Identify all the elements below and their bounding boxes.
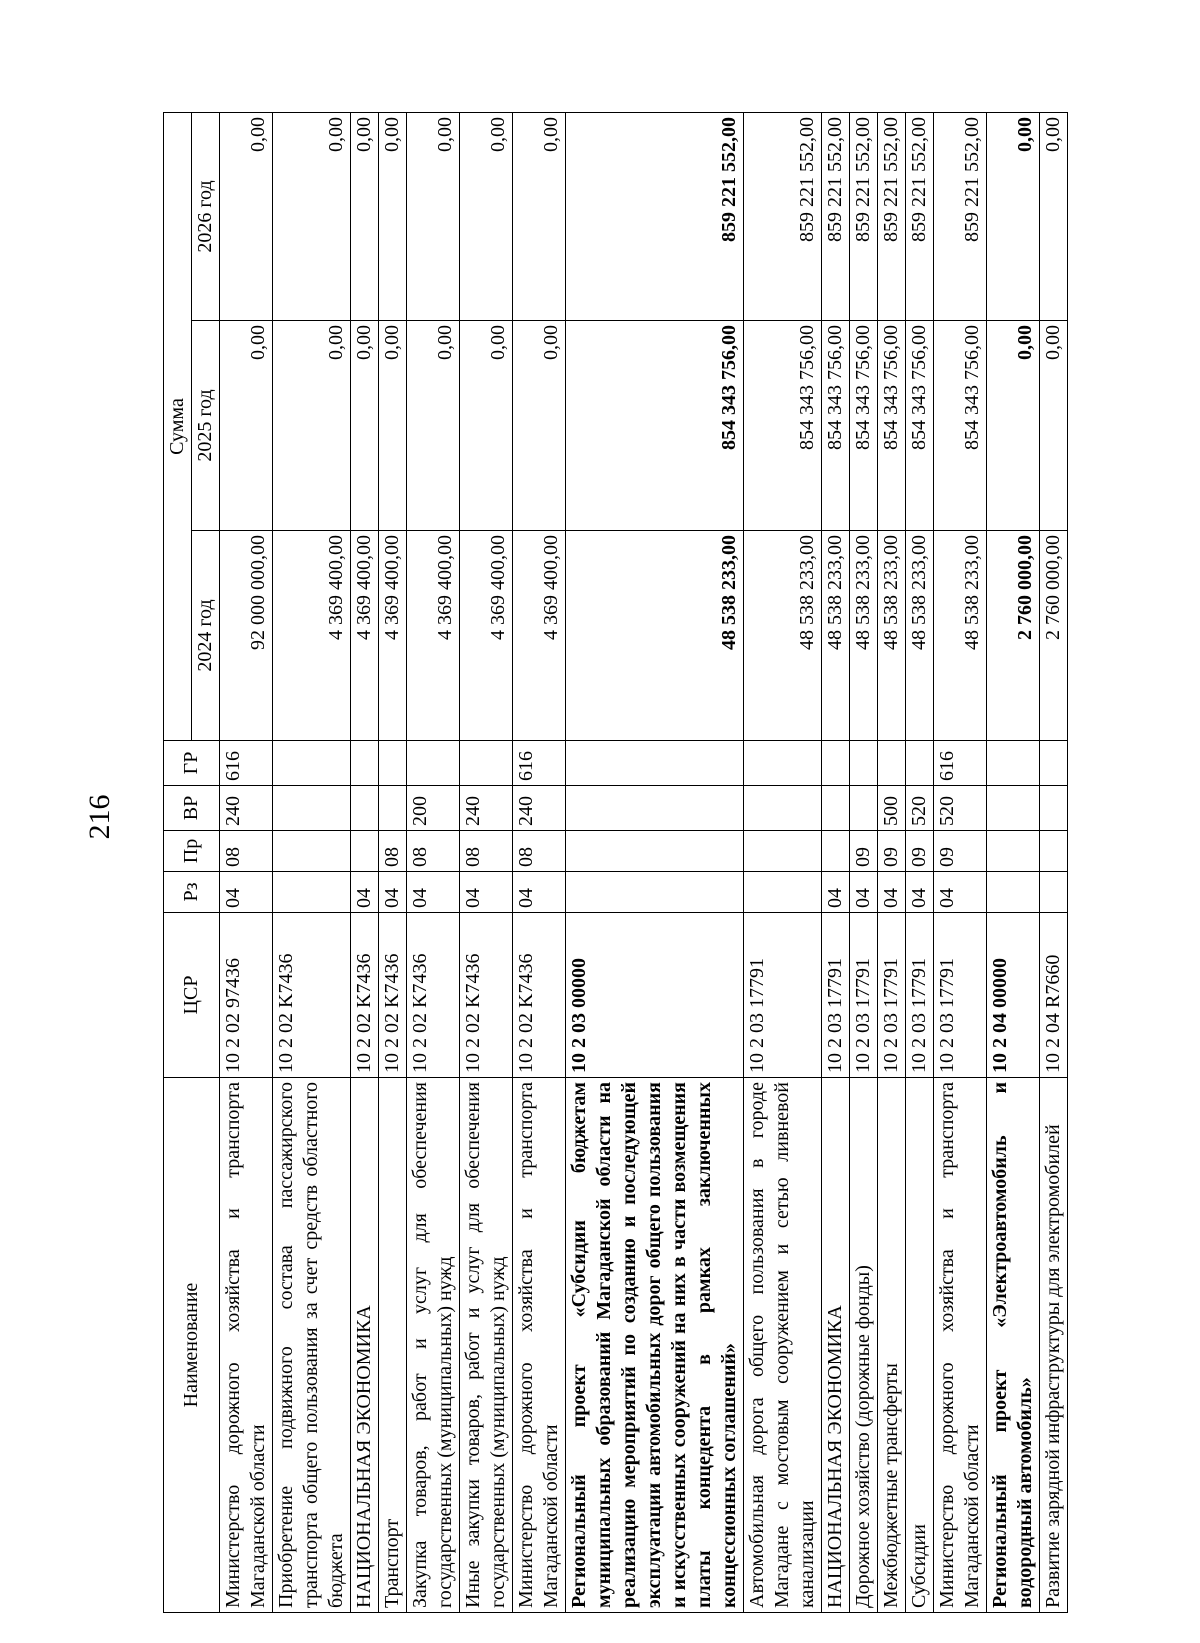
cell-2025: 0,00 bbox=[1040, 321, 1068, 531]
cell-2024: 48 538 233,00 bbox=[878, 531, 906, 741]
cell-2026: 0,00 bbox=[1040, 112, 1068, 320]
cell-2025: 0,00 bbox=[379, 321, 407, 531]
cell-2024: 48 538 233,00 bbox=[822, 531, 850, 741]
cell-name: Транспорт bbox=[379, 1078, 407, 1613]
cell-rz: 04 bbox=[220, 872, 273, 913]
cell-2025: 854 343 756,00 bbox=[878, 321, 906, 531]
cell-name: Закупка товаров, работ и услуг для обеспечения государственных (муниципальных) нужд bbox=[407, 1078, 460, 1613]
cell-gr: 616 bbox=[220, 741, 273, 786]
table-row bbox=[220, 112, 273, 1612]
cell-csr: 10 2 03 17791 bbox=[744, 913, 822, 1078]
cell-vr: 240 bbox=[460, 786, 513, 831]
cell-pr: 09 bbox=[934, 831, 987, 872]
cell-name: Министерство дорожного хозяйства и транспорта Магаданской области bbox=[934, 1078, 987, 1613]
cell-vr bbox=[987, 786, 1040, 831]
table-row bbox=[987, 112, 1040, 1612]
cell-rz bbox=[987, 872, 1040, 913]
cell-vr bbox=[744, 786, 822, 831]
cell-gr bbox=[460, 741, 513, 786]
cell-2024: 4 369 400,00 bbox=[460, 531, 513, 741]
cell-pr: 08 bbox=[460, 831, 513, 872]
cell-rz bbox=[566, 872, 744, 913]
cell-csr: 10 2 02 K7436 bbox=[379, 913, 407, 1078]
table-row bbox=[379, 112, 407, 1612]
cell-2025: 0,00 bbox=[460, 321, 513, 531]
cell-rz: 04 bbox=[822, 872, 850, 913]
cell-name: Дорожное хозяйство (дорожные фонды) bbox=[850, 1078, 878, 1613]
cell-2025: 854 343 756,00 bbox=[934, 321, 987, 531]
cell-gr bbox=[407, 741, 460, 786]
cell-2024: 4 369 400,00 bbox=[273, 531, 351, 741]
cell-csr: 10 2 03 17791 bbox=[934, 913, 987, 1078]
header-2024: 2024 год bbox=[192, 531, 220, 741]
table-row bbox=[460, 112, 513, 1612]
cell-gr bbox=[351, 741, 379, 786]
cell-pr: 08 bbox=[407, 831, 460, 872]
cell-name: Региональный проект «Электроавтомобиль и водородный автомобиль» bbox=[987, 1078, 1040, 1613]
table-row bbox=[513, 112, 566, 1612]
cell-2024: 4 369 400,00 bbox=[407, 531, 460, 741]
cell-2024: 48 538 233,00 bbox=[934, 531, 987, 741]
cell-2025: 0,00 bbox=[351, 321, 379, 531]
cell-vr bbox=[1040, 786, 1068, 831]
cell-csr: 10 2 03 17791 bbox=[878, 913, 906, 1078]
header-rz: Рз bbox=[164, 872, 220, 913]
cell-rz: 04 bbox=[460, 872, 513, 913]
table-row bbox=[407, 112, 460, 1612]
cell-name: Субсидии bbox=[906, 1078, 934, 1613]
cell-2024: 4 369 400,00 bbox=[513, 531, 566, 741]
cell-2026: 859 221 552,00 bbox=[566, 112, 744, 320]
cell-pr: 08 bbox=[513, 831, 566, 872]
cell-pr bbox=[1040, 831, 1068, 872]
cell-2025: 854 343 756,00 bbox=[822, 321, 850, 531]
cell-gr bbox=[822, 741, 850, 786]
cell-2025: 0,00 bbox=[987, 321, 1040, 531]
cell-csr: 10 2 02 K7436 bbox=[273, 913, 351, 1078]
header-2026: 2026 год bbox=[192, 112, 220, 320]
cell-rz bbox=[1040, 872, 1068, 913]
cell-gr bbox=[850, 741, 878, 786]
cell-name: НАЦИОНАЛЬНАЯ ЭКОНОМИКА bbox=[351, 1078, 379, 1613]
cell-csr: 10 2 02 K7436 bbox=[513, 913, 566, 1078]
cell-2024: 48 538 233,00 bbox=[906, 531, 934, 741]
cell-2025: 0,00 bbox=[273, 321, 351, 531]
cell-vr bbox=[351, 786, 379, 831]
cell-gr bbox=[273, 741, 351, 786]
cell-vr: 520 bbox=[906, 786, 934, 831]
cell-name: Межбюджетные трансферты bbox=[878, 1078, 906, 1613]
cell-2026: 0,00 bbox=[513, 112, 566, 320]
cell-2025: 0,00 bbox=[513, 321, 566, 531]
cell-2025: 854 343 756,00 bbox=[850, 321, 878, 531]
cell-csr: 10 2 04 R7660 bbox=[1040, 913, 1068, 1078]
cell-pr: 09 bbox=[850, 831, 878, 872]
cell-csr: 10 2 03 17791 bbox=[822, 913, 850, 1078]
cell-csr: 10 2 03 17791 bbox=[906, 913, 934, 1078]
cell-vr: 520 bbox=[934, 786, 987, 831]
cell-name: Министерство дорожного хозяйства и транспорта Магаданской области bbox=[513, 1078, 566, 1613]
cell-pr bbox=[987, 831, 1040, 872]
cell-name: Развитие зарядной инфраструктуры для электромобилей bbox=[1040, 1078, 1068, 1613]
cell-vr bbox=[822, 786, 850, 831]
cell-2026: 859 221 552,00 bbox=[906, 112, 934, 320]
cell-gr bbox=[379, 741, 407, 786]
table-row bbox=[850, 112, 878, 1612]
cell-csr: 10 2 02 97436 bbox=[220, 913, 273, 1078]
cell-2025: 0,00 bbox=[220, 321, 273, 531]
cell-csr: 10 2 02 K7436 bbox=[460, 913, 513, 1078]
cell-vr: 500 bbox=[878, 786, 906, 831]
cell-2026: 859 221 552,00 bbox=[850, 112, 878, 320]
cell-pr bbox=[744, 831, 822, 872]
table-row bbox=[273, 112, 351, 1612]
cell-pr bbox=[566, 831, 744, 872]
cell-vr bbox=[850, 786, 878, 831]
cell-vr bbox=[379, 786, 407, 831]
cell-2026: 0,00 bbox=[379, 112, 407, 320]
budget-table bbox=[163, 112, 1068, 1613]
cell-gr bbox=[878, 741, 906, 786]
cell-name: Региональный проект «Субсидии бюджетам муниципальных образований Магаданской области на реализацию мероприятий по созданию и последующей эксплуатации автомобильных дорог общего пользования и искусственных сооружений на них в части возмещения платы концедента в рамках заключенных концессионных соглашений» bbox=[566, 1078, 744, 1613]
table-row bbox=[1040, 112, 1068, 1612]
cell-2026: 859 221 552,00 bbox=[822, 112, 850, 320]
header-gr: ГР bbox=[164, 741, 220, 786]
cell-gr bbox=[987, 741, 1040, 786]
cell-2026: 859 221 552,00 bbox=[934, 112, 987, 320]
cell-2024: 48 538 233,00 bbox=[744, 531, 822, 741]
table-header bbox=[164, 112, 220, 1612]
cell-2025: 854 343 756,00 bbox=[566, 321, 744, 531]
cell-rz: 04 bbox=[906, 872, 934, 913]
cell-rz: 04 bbox=[850, 872, 878, 913]
cell-csr: 10 2 02 K7436 bbox=[351, 913, 379, 1078]
cell-vr bbox=[566, 786, 744, 831]
cell-csr: 10 2 03 00000 bbox=[566, 913, 744, 1078]
cell-2026: 859 221 552,00 bbox=[878, 112, 906, 320]
cell-2024: 48 538 233,00 bbox=[566, 531, 744, 741]
cell-2026: 0,00 bbox=[273, 112, 351, 320]
cell-pr bbox=[351, 831, 379, 872]
rotated-page-content bbox=[163, 113, 1068, 1613]
table-row bbox=[878, 112, 906, 1612]
cell-gr bbox=[744, 741, 822, 786]
cell-csr: 10 2 04 00000 bbox=[987, 913, 1040, 1078]
cell-name: Приобретение подвижного состава пассажирского транспорта общего пользования за счет средств областного бюджета bbox=[273, 1078, 351, 1613]
cell-pr bbox=[273, 831, 351, 872]
header-pr: Пр bbox=[164, 831, 220, 872]
table-row bbox=[566, 112, 744, 1612]
table-row bbox=[744, 112, 822, 1612]
cell-2025: 0,00 bbox=[407, 321, 460, 531]
header-2025: 2025 год bbox=[192, 321, 220, 531]
cell-2026: 0,00 bbox=[460, 112, 513, 320]
cell-name: НАЦИОНАЛЬНАЯ ЭКОНОМИКА bbox=[822, 1078, 850, 1613]
cell-name: Министерство дорожного хозяйства и транспорта Магаданской области bbox=[220, 1078, 273, 1613]
cell-2026: 0,00 bbox=[987, 112, 1040, 320]
table-row bbox=[934, 112, 987, 1612]
cell-gr: 616 bbox=[513, 741, 566, 786]
table-body bbox=[220, 112, 1068, 1612]
cell-csr: 10 2 02 K7436 bbox=[407, 913, 460, 1078]
cell-vr: 240 bbox=[513, 786, 566, 831]
cell-2024: 4 369 400,00 bbox=[351, 531, 379, 741]
cell-2024: 2 760 000,00 bbox=[987, 531, 1040, 741]
cell-name: Иные закупки товаров, работ и услуг для обеспечения государственных (муниципальных) нужд bbox=[460, 1078, 513, 1613]
cell-vr: 240 bbox=[220, 786, 273, 831]
cell-rz: 04 bbox=[407, 872, 460, 913]
cell-2024: 92 000 000,00 bbox=[220, 531, 273, 741]
cell-2024: 48 538 233,00 bbox=[850, 531, 878, 741]
cell-rz: 04 bbox=[379, 872, 407, 913]
cell-2024: 4 369 400,00 bbox=[379, 531, 407, 741]
cell-2026: 859 221 552,00 bbox=[744, 112, 822, 320]
table-row bbox=[351, 112, 379, 1612]
header-csr: ЦСР bbox=[164, 913, 220, 1078]
table-row bbox=[906, 112, 934, 1612]
cell-2026: 0,00 bbox=[407, 112, 460, 320]
cell-gr: 616 bbox=[934, 741, 987, 786]
cell-gr bbox=[566, 741, 744, 786]
cell-rz bbox=[744, 872, 822, 913]
cell-pr: 09 bbox=[906, 831, 934, 872]
cell-2025: 854 343 756,00 bbox=[906, 321, 934, 531]
cell-pr bbox=[822, 831, 850, 872]
cell-rz: 04 bbox=[878, 872, 906, 913]
cell-pr: 08 bbox=[220, 831, 273, 872]
cell-rz: 04 bbox=[351, 872, 379, 913]
cell-pr: 08 bbox=[379, 831, 407, 872]
header-vr: ВР bbox=[164, 786, 220, 831]
cell-vr: 200 bbox=[407, 786, 460, 831]
table-row bbox=[822, 112, 850, 1612]
cell-rz bbox=[273, 872, 351, 913]
cell-gr bbox=[1040, 741, 1068, 786]
page-number: 216 bbox=[83, 794, 116, 840]
cell-vr bbox=[273, 786, 351, 831]
header-sum: Сумма bbox=[164, 112, 192, 740]
cell-gr bbox=[906, 741, 934, 786]
cell-2024: 2 760 000,00 bbox=[1040, 531, 1068, 741]
cell-rz: 04 bbox=[513, 872, 566, 913]
cell-csr: 10 2 03 17791 bbox=[850, 913, 878, 1078]
cell-2025: 854 343 756,00 bbox=[744, 321, 822, 531]
cell-rz: 04 bbox=[934, 872, 987, 913]
cell-2026: 0,00 bbox=[220, 112, 273, 320]
cell-name: Автомобильная дорога общего пользования в городе Магадане с мостовым сооружением и сетью ливневой канализации bbox=[744, 1078, 822, 1613]
cell-2026: 0,00 bbox=[351, 112, 379, 320]
cell-pr: 09 bbox=[878, 831, 906, 872]
header-name: Наименование bbox=[164, 1078, 220, 1613]
